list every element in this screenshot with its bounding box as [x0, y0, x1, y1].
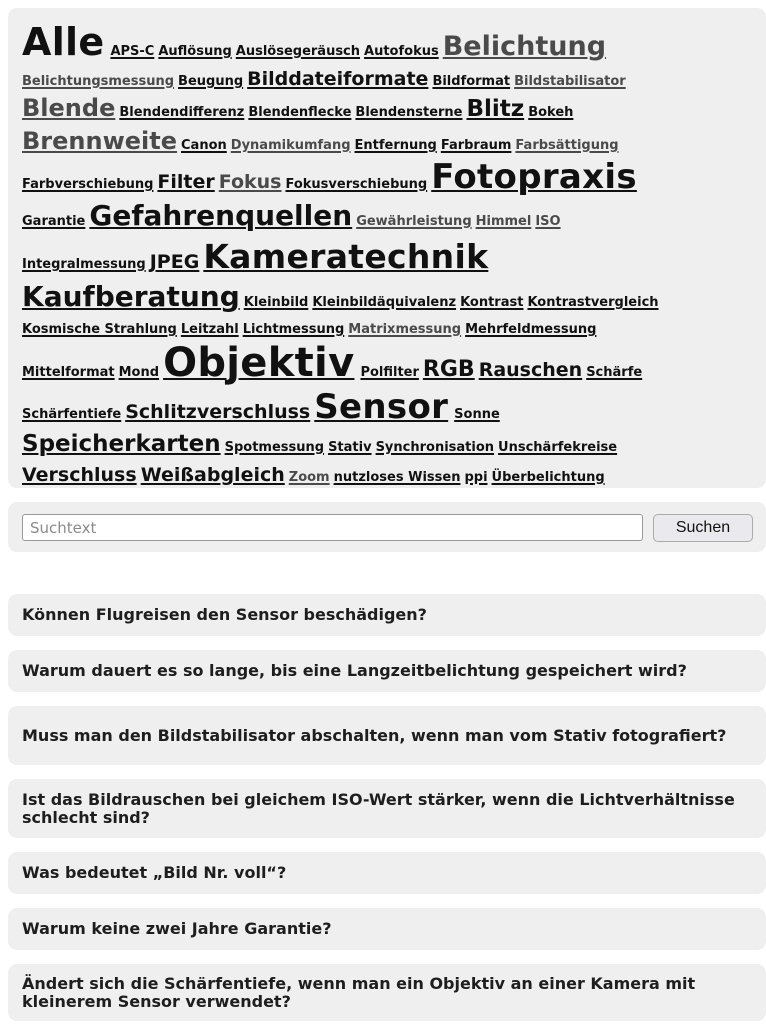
tag-cloud-line — [22, 92, 762, 125]
tag-jpeg[interactable]: JPEG — [149, 251, 200, 273]
faq-item[interactable]: Muss man den Bildstabilisator abschalten, wenn man vom Stativ fotografiert? — [8, 706, 766, 765]
tag-bilddateiformate[interactable]: Bilddateiformate — [247, 68, 429, 90]
tag-cloud-line — [22, 316, 762, 340]
tag-cloud-line — [22, 66, 762, 92]
tag-schlitzverschluss[interactable]: Schlitzverschluss — [125, 401, 311, 423]
tag-rgb[interactable]: RGB — [422, 357, 475, 382]
tag-farbraum[interactable]: Farbraum — [440, 138, 512, 153]
faq-item[interactable]: Warum keine zwei Jahre Garantie? — [8, 908, 766, 950]
tag-iso[interactable]: ISO — [535, 214, 561, 229]
tag-alle[interactable]: Alle — [22, 20, 105, 64]
tag-leitzahl[interactable]: Leitzahl — [180, 322, 239, 337]
tag-beugung[interactable]: Beugung — [178, 74, 244, 89]
tag-schärfentiefe[interactable]: Schärfentiefe — [22, 407, 122, 422]
tag-kontrastvergleich[interactable]: Kontrastvergleich — [527, 295, 659, 310]
tag-auslösegeräusch[interactable]: Auslösegeräusch — [235, 44, 361, 59]
tag-kontrast[interactable]: Kontrast — [460, 295, 524, 310]
tag-entfernung[interactable]: Entfernung — [354, 138, 437, 153]
tag-polfilter[interactable]: Polfilter — [360, 365, 419, 380]
tag-synchronisation[interactable]: Synchronisation — [375, 440, 495, 455]
tag-blendendifferenz[interactable]: Blendendifferenz — [119, 105, 245, 120]
tag-spotmessung[interactable]: Spotmessung — [224, 440, 325, 455]
tag-cloud-line — [22, 460, 762, 490]
tag-kosmische-strahlung[interactable]: Kosmische Strahlung — [22, 322, 177, 337]
tag-cloud-line — [22, 125, 762, 158]
tag-sonne[interactable]: Sonne — [454, 407, 500, 422]
faq-item[interactable]: Ist das Bildrauschen bei gleichem ISO-Wert stärker, wenn die Lichtverhältnisse schlecht sind? — [8, 779, 766, 838]
tag-gefahrenquellen[interactable]: Gefahrenquellen — [89, 199, 353, 232]
tag-blitz[interactable]: Blitz — [466, 96, 525, 122]
tag-filter[interactable]: Filter — [157, 171, 215, 193]
tag-lichtmessung[interactable]: Lichtmessung — [242, 322, 345, 337]
tag-bokeh[interactable]: Bokeh — [528, 105, 574, 120]
tag-blendensterne[interactable]: Blendensterne — [355, 105, 463, 120]
tag-verschluss[interactable]: Verschluss — [22, 464, 137, 486]
tag-belichtung[interactable]: Belichtung — [442, 31, 607, 62]
tag-aps-c[interactable]: APS-C — [110, 44, 155, 59]
search-input[interactable] — [22, 514, 643, 541]
tag-überbelichtung[interactable]: Überbelichtung — [491, 470, 605, 485]
search-button[interactable]: Suchen — [653, 514, 753, 542]
tag-autofokus[interactable]: Autofokus — [364, 44, 439, 59]
tag-ppi[interactable]: ppi — [464, 470, 488, 485]
tag-cloud-line — [22, 340, 762, 386]
tag-nutzloses-wissen[interactable]: nutzloses Wissen — [333, 470, 461, 485]
faq-item[interactable]: Was bedeutet „Bild Nr. voll“? — [8, 852, 766, 894]
tag-cloud — [8, 8, 766, 488]
tag-cloud-line — [22, 278, 762, 316]
tag-blendenflecke[interactable]: Blendenflecke — [248, 105, 352, 120]
tag-integralmessung[interactable]: Integralmessung — [22, 257, 146, 272]
tag-objektiv[interactable]: Objektiv — [163, 340, 355, 386]
tag-kameratechnik[interactable]: Kameratechnik — [203, 237, 489, 276]
tag-cloud-line — [22, 196, 762, 236]
tag-farbverschiebung[interactable]: Farbverschiebung — [22, 177, 154, 192]
tag-himmel[interactable]: Himmel — [475, 214, 532, 229]
tag-cloud-line — [22, 428, 762, 460]
tag-belichtungsmessung[interactable]: Belichtungsmessung — [22, 74, 175, 89]
tag-speicherkarten[interactable]: Speicherkarten — [22, 431, 221, 457]
tag-cloud-line — [22, 386, 762, 428]
tag-garantie[interactable]: Garantie — [22, 214, 86, 229]
tag-sensor[interactable]: Sensor — [314, 387, 449, 427]
faq-item[interactable]: Warum dauert es so lange, bis eine Langzeitbelichtung gespeichert wird? — [8, 650, 766, 692]
tag-dynamikumfang[interactable]: Dynamikumfang — [230, 138, 351, 153]
tag-fokus[interactable]: Fokus — [218, 171, 282, 193]
tag-unschärfekreise[interactable]: Unschärfekreise — [498, 440, 618, 455]
tag-fotopraxis[interactable]: Fotopraxis — [431, 158, 637, 196]
tag-blende[interactable]: Blende — [22, 94, 116, 122]
tag-cloud-line — [22, 236, 762, 278]
faq-item[interactable]: Ändert sich die Schärfentiefe, wenn man ein Objektiv an einer Kamera mit kleinerem Sensor verwendet? — [8, 964, 766, 1021]
faq-item[interactable]: Können Flugreisen den Sensor beschädigen? — [8, 594, 766, 636]
tag-brennweite[interactable]: Brennweite — [22, 127, 178, 155]
tag-mehrfeldmessung[interactable]: Mehrfeldmessung — [465, 322, 597, 337]
tag-bildstabilisator[interactable]: Bildstabilisator — [514, 74, 626, 89]
tag-bildformat[interactable]: Bildformat — [432, 74, 511, 89]
tag-mond[interactable]: Mond — [118, 365, 160, 380]
tag-fokusverschiebung[interactable]: Fokusverschiebung — [285, 177, 428, 192]
tag-cloud-line — [22, 158, 762, 196]
tag-kleinbildäquivalenz[interactable]: Kleinbildäquivalenz — [312, 295, 457, 310]
tag-weißabgleich[interactable]: Weißabgleich — [140, 464, 285, 486]
tag-canon[interactable]: Canon — [181, 138, 227, 153]
tag-auflösung[interactable]: Auflösung — [158, 44, 232, 59]
tag-kaufberatung[interactable]: Kaufberatung — [22, 280, 240, 313]
search-bar — [8, 502, 766, 552]
tag-cloud-line — [22, 18, 762, 66]
tag-farbsättigung[interactable]: Farbsättigung — [515, 138, 619, 153]
tag-zoom[interactable]: Zoom — [288, 470, 330, 485]
tag-gewährleistung[interactable]: Gewährleistung — [356, 214, 472, 229]
tag-schärfe[interactable]: Schärfe — [586, 365, 643, 380]
tag-mittelformat[interactable]: Mittelformat — [22, 365, 115, 380]
tag-kleinbild[interactable]: Kleinbild — [243, 295, 309, 310]
tag-stativ[interactable]: Stativ — [328, 440, 372, 455]
tag-rauschen[interactable]: Rauschen — [478, 359, 583, 381]
tag-matrixmessung[interactable]: Matrixmessung — [348, 322, 462, 337]
